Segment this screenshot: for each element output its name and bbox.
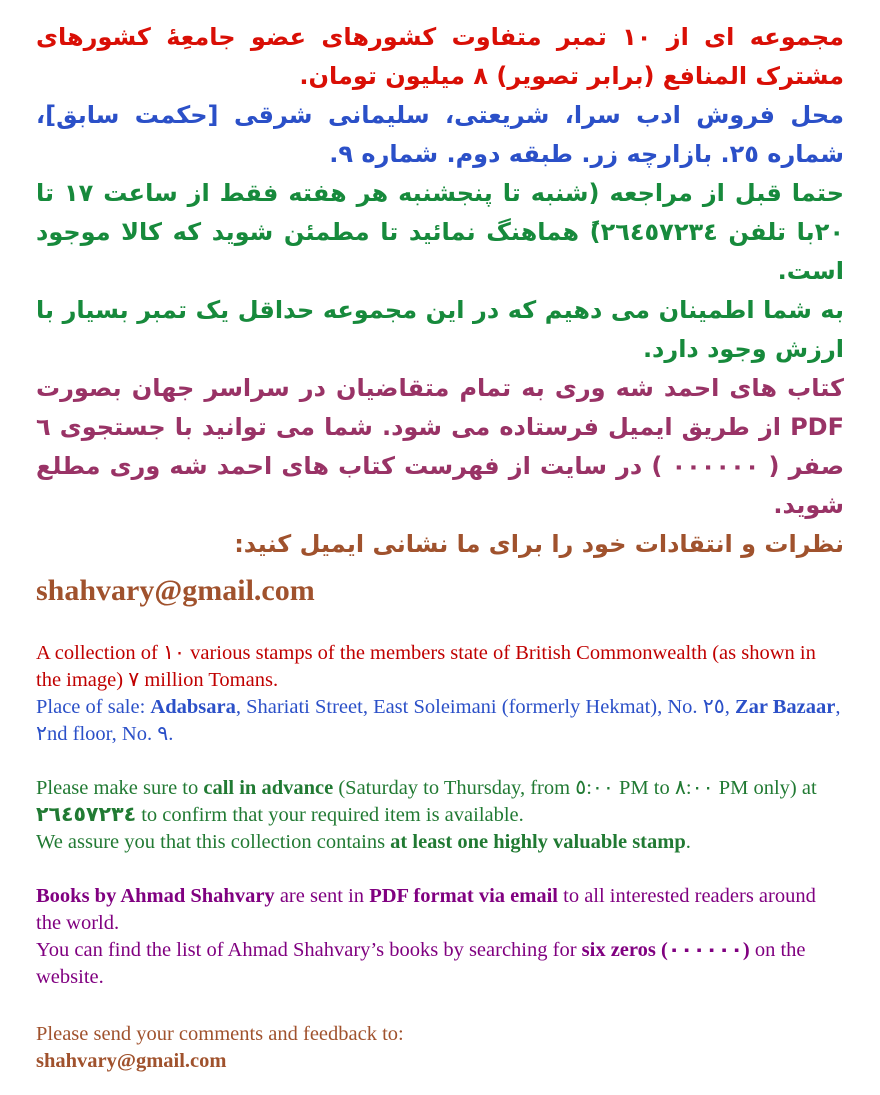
fa-feedback-request-line: نظرات و انتقادات خود را برای ما نشانی ایمیل کنید: (234, 530, 844, 558)
en-books-pdf-paragraph: Books by Ahmad Shahvary are sent in PDF format via email to all interested readers around the world. (36, 885, 816, 934)
email-address-main: shahvary@gmail.com (36, 574, 315, 607)
fa-books-pdf-paragraph: کتاب های احمد شه وری به تمام متقاضیان در سراسر جهان بصورت PDF از طریق ایمیل فرستاده می شود. شما می توانید با جستجوی ٦ صفر ( ٠٠٠٠٠٠ ) در سایت از فهرست کتاب های احمد شه وری مطلع شوید. (36, 374, 845, 519)
english-section (36, 640, 844, 1075)
fa-stamp-offer-paragraph: مجموعه ای از ١٠ تمبر متفاوت کشورهای عضو جامعِۀ کشورهای مشترک المنافع (برابر تصویر) ٨ میلیون تومان. (36, 23, 844, 90)
en-stamp-offer-paragraph: A collection of ١٠ various stamps of the members state of British Commonwealth (as shown in the image) ٧ million Tomans. (36, 642, 816, 691)
email-address-footer: shahvary@gmail.com (36, 1050, 227, 1072)
en-feedback-request-line: Please send your comments and feedback to: (36, 1023, 404, 1045)
fa-call-ahead-paragraph: حتما قبل از مراجعه (شنبه تا پنجشنبه هر هفته فقط از ساعت ١٧ تا ٢٠با تلفن ٢٦٤٥٧٢٣٤)ً هماهنگ نمائید تا مطمئن شوید که کالا موجود است. (36, 179, 844, 285)
persian-section (36, 18, 844, 564)
en-books-search-paragraph: You can find the list of Ahmad Shahvary’s books by searching for six zeros (٠٠٠٠٠٠) on the website. (36, 939, 806, 988)
en-place-of-sale-paragraph: Place of sale: Adabsara, Shariati Street, East Soleimani (formerly Hekmat), No. ٢٥, Zar Bazaar, ٢nd floor, No. ٩. (36, 696, 841, 745)
fa-place-of-sale-paragraph: محل فروش ادب سرا، شریعتی، سلیمانی شرقی [حکمت سابق]، شماره ٢٥. بازارچه زر. طبقه دوم. شماره ٩. (36, 101, 844, 168)
en-call-ahead-paragraph: Please make sure to call in advance (Saturday to Thursday, from ٥:٠٠ PM to ٨:٠٠ PM only) at ٢٦٤٥٧٢٣٤ to confirm that your required item is available. (36, 777, 817, 826)
fa-assurance-paragraph: به شما اطمینان می دهیم که در این مجموعه حداقل یک تمبر بسیار با ارزش وجود دارد. (36, 296, 844, 363)
en-assurance-paragraph: We assure you that this collection contains at least one highly valuable stamp. (36, 831, 691, 853)
